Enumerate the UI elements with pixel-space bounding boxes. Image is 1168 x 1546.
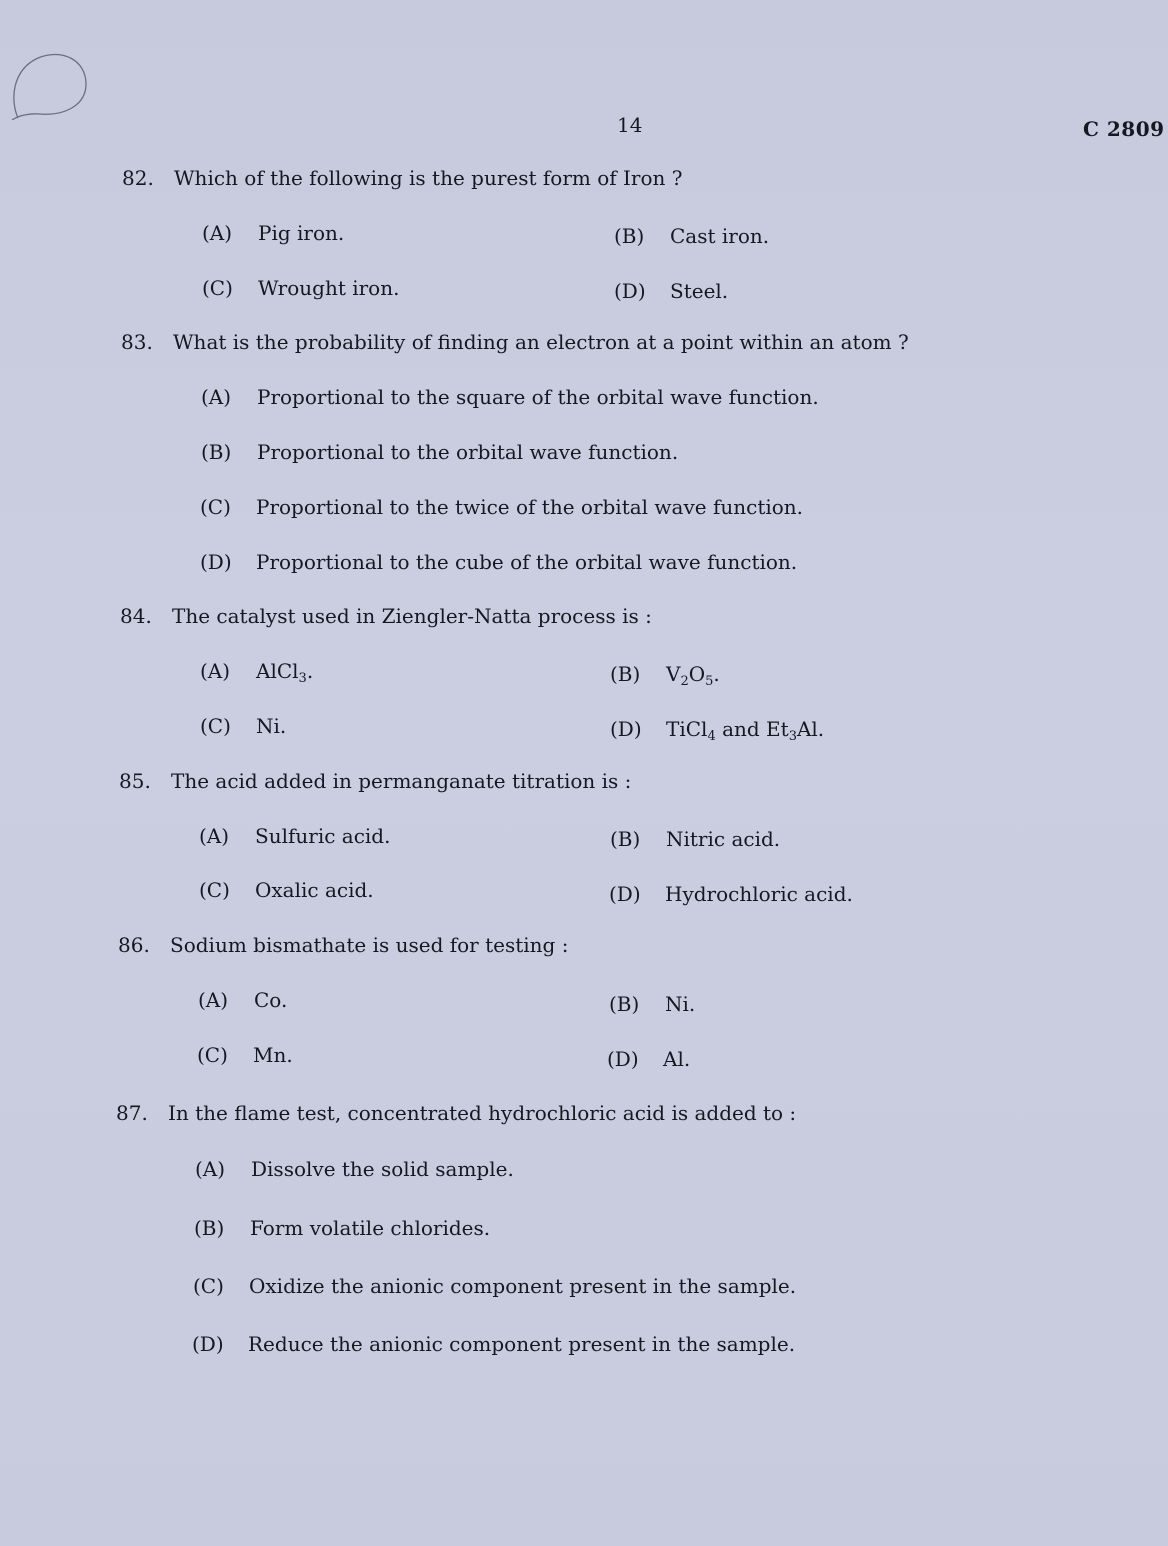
option-label: (C) bbox=[197, 1043, 228, 1067]
option-85-c bbox=[199, 878, 374, 902]
question-text: Sodium bismathate is used for testing : bbox=[170, 933, 569, 957]
option-86-d bbox=[607, 1047, 690, 1071]
option-84-b bbox=[610, 662, 720, 689]
option-label: (B) bbox=[201, 440, 232, 464]
option-85-d bbox=[609, 882, 853, 906]
page-number: 14 bbox=[617, 113, 643, 137]
option-85-a bbox=[199, 824, 390, 848]
option-text: Proportional to the square of the orbital wave function. bbox=[257, 385, 819, 409]
question-number: 87. bbox=[116, 1101, 148, 1125]
option-label: (A) bbox=[199, 824, 230, 848]
question-number: 83. bbox=[121, 330, 153, 354]
option-text: Proportional to the twice of the orbital wave function. bbox=[256, 495, 804, 519]
option-86-b bbox=[609, 992, 695, 1016]
question-number: 85. bbox=[119, 769, 151, 793]
option-82-d bbox=[614, 279, 728, 303]
option-86-a bbox=[198, 988, 287, 1012]
option-82-b bbox=[614, 224, 769, 248]
question-number: 82. bbox=[122, 166, 154, 190]
option-label: (D) bbox=[610, 717, 642, 741]
option-text: Proportional to the orbital wave function. bbox=[257, 440, 679, 464]
option-text: Hydrochloric acid. bbox=[665, 882, 853, 906]
option-label: (B) bbox=[610, 662, 641, 686]
option-text: Oxidize the anionic component present in the sample. bbox=[249, 1274, 797, 1298]
option-label: (D) bbox=[192, 1332, 224, 1356]
option-84-a bbox=[200, 659, 314, 686]
option-86-c bbox=[197, 1043, 293, 1067]
option-text: Pig iron. bbox=[258, 221, 345, 245]
pencil-circle-mark bbox=[10, 50, 88, 120]
option-label: (B) bbox=[614, 224, 645, 248]
question-number: 84. bbox=[120, 604, 152, 628]
question-86 bbox=[118, 933, 568, 957]
question-83 bbox=[121, 330, 909, 354]
option-text: Ni. bbox=[665, 992, 696, 1016]
option-87-a bbox=[195, 1157, 514, 1181]
option-text: Ni. bbox=[256, 714, 287, 738]
option-label: (B) bbox=[609, 992, 640, 1016]
question-text: The acid added in permanganate titration is : bbox=[171, 769, 632, 793]
option-text: $V_2O_5$. bbox=[666, 662, 720, 689]
option-text: Wrought iron. bbox=[258, 276, 400, 300]
option-label: (C) bbox=[200, 495, 231, 519]
question-82 bbox=[122, 166, 682, 190]
option-label: (D) bbox=[609, 882, 641, 906]
question-84 bbox=[120, 604, 652, 628]
option-label: (A) bbox=[202, 221, 233, 245]
option-text: Dissolve the solid sample. bbox=[251, 1157, 514, 1181]
option-87-c bbox=[193, 1274, 796, 1298]
option-83-b bbox=[201, 440, 678, 464]
option-label: (D) bbox=[614, 279, 646, 303]
question-text: What is the probability of finding an electron at a point within an atom ? bbox=[173, 330, 909, 354]
question-text: In the flame test, concentrated hydrochloric acid is added to : bbox=[168, 1101, 797, 1125]
option-label: (A) bbox=[201, 385, 232, 409]
option-83-c bbox=[200, 495, 803, 519]
option-87-d bbox=[192, 1332, 795, 1356]
option-label: (C) bbox=[193, 1274, 224, 1298]
option-text: Cast iron. bbox=[670, 224, 770, 248]
option-text: Steel. bbox=[670, 279, 729, 303]
option-text: Oxalic acid. bbox=[255, 878, 374, 902]
option-82-a bbox=[202, 221, 344, 245]
question-85 bbox=[119, 769, 631, 793]
option-text: Co. bbox=[254, 988, 288, 1012]
question-text: Which of the following is the purest form of Iron ? bbox=[174, 166, 683, 190]
question-number: 86. bbox=[118, 933, 150, 957]
option-label: (C) bbox=[200, 714, 231, 738]
paper-code: C 2809 bbox=[1083, 117, 1165, 141]
option-87-b bbox=[194, 1216, 490, 1240]
question-87 bbox=[116, 1101, 796, 1125]
option-83-a bbox=[201, 385, 819, 409]
option-82-c bbox=[202, 276, 399, 300]
option-83-d bbox=[200, 550, 797, 574]
option-label: (C) bbox=[199, 878, 230, 902]
option-text: Form volatile chlorides. bbox=[250, 1216, 491, 1240]
option-text: AlCl$_3$. bbox=[256, 659, 314, 686]
option-84-d bbox=[610, 717, 825, 744]
option-label: (A) bbox=[195, 1157, 226, 1181]
option-label: (A) bbox=[198, 988, 229, 1012]
option-text: Reduce the anionic component present in the sample. bbox=[248, 1332, 796, 1356]
option-label: (B) bbox=[194, 1216, 225, 1240]
option-label: (D) bbox=[200, 550, 232, 574]
option-text: Nitric acid. bbox=[666, 827, 781, 851]
option-text: Sulfuric acid. bbox=[255, 824, 391, 848]
option-label: (A) bbox=[200, 659, 231, 683]
option-text: TiCl$_4$ and $Et_3Al$. bbox=[666, 717, 825, 744]
option-85-b bbox=[610, 827, 780, 851]
question-text: The catalyst used in Ziengler-Natta process is : bbox=[172, 604, 652, 628]
option-text: Al. bbox=[663, 1047, 691, 1071]
option-84-c bbox=[200, 714, 286, 738]
option-text: Mn. bbox=[253, 1043, 293, 1067]
option-label: (B) bbox=[610, 827, 641, 851]
option-label: (C) bbox=[202, 276, 233, 300]
option-label: (D) bbox=[607, 1047, 639, 1071]
option-text: Proportional to the cube of the orbital wave function. bbox=[256, 550, 798, 574]
